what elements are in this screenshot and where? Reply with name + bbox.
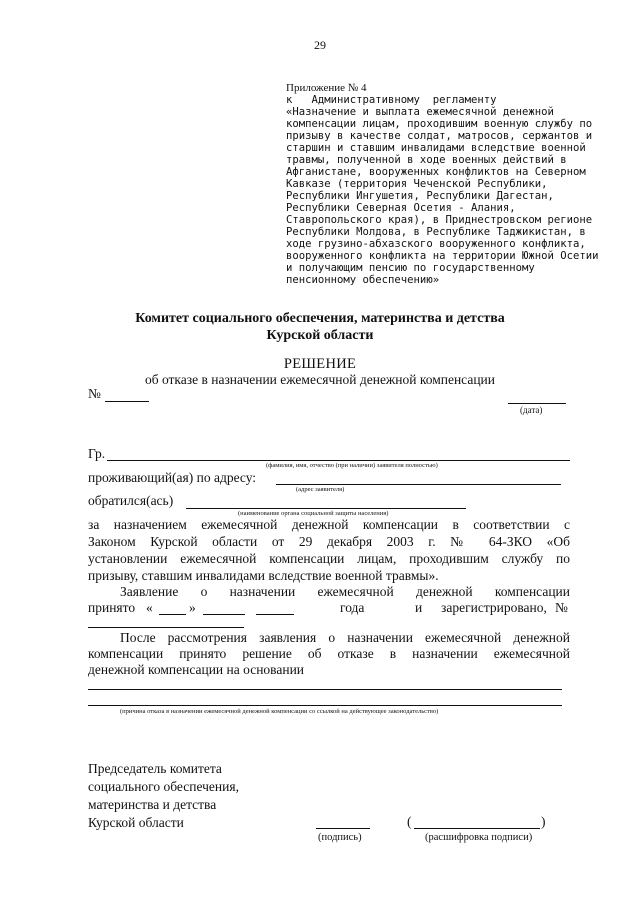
signature-caption: (подпись) [318, 832, 362, 843]
refusal-reason-caption: (причина отказа в назначении ежемесячной денежной компенсации со ссылкой на действующее законодательство) [120, 708, 439, 715]
citizen-name-caption: (фамилия, имя, отчество (при наличии) заявителя полностью) [266, 462, 438, 469]
address-field[interactable] [276, 484, 561, 485]
registration-number-field[interactable] [88, 627, 244, 628]
social-protection-body-field[interactable] [186, 508, 466, 509]
annex-regulation-text: к Административному регламенту «Назначение и выплата ежемесячной денежной компенсации лицам, проходившим военную службу по призыву в качестве солдат, матросов, сержантов и старшин и ставшим инвалидами вследствие военной травмы, полученной в ходе военных действий в Афганистане, вооруженных конфликтов на Северном Кавказе (территория Чеченской Республики, Республики Ингушетия, Республики Дагестан, Республики Северная Осетия - Алания, Ставропольского края), в Приднестровском регионе Республики Молдова, в Республике Таджикистан, в ходе грузино-абхазского вооруженного конфликта, вооруженного конфликта на территории Южной Осетии и получающим пенсию по государственному пенсионному обеспечению» [286, 94, 599, 286]
refusal-reason-field-2[interactable] [88, 705, 562, 706]
address-caption: (адрес заявителя) [296, 486, 345, 493]
registered-label: зарегистрировано, [441, 600, 547, 615]
signatory-position-line-4: Курской области [88, 815, 184, 830]
year-label: года [340, 600, 365, 615]
accepted-label: принято [88, 600, 136, 615]
accepted-year-field[interactable] [256, 614, 294, 615]
application-line: Заявление о назначении ежемесячной денежной компенсации [120, 584, 570, 599]
signature-transcript-caption: (расшифровка подписи) [425, 832, 533, 843]
decision-date-caption: (дата) [520, 405, 543, 415]
decision-number-label: № [88, 386, 101, 401]
decision-subtitle: об отказе в назначении ежемесячной денежной компенсации [144, 372, 496, 387]
page-number: 29 [314, 38, 326, 52]
and-label: и [415, 600, 423, 615]
accepted-day-field[interactable] [159, 614, 186, 615]
purpose-line-1: за назначением ежемесячной денежной компенсации в соответствии с [88, 517, 570, 532]
social-protection-body-caption: (наименование органа социальной защиты населения) [238, 510, 389, 517]
registration-number-label: № [555, 600, 568, 615]
purpose-line-4: призыву, ставшим инвалидами вследствие военной травмы». [88, 568, 439, 583]
purpose-line-3: установлении ежемесячной компенсации лицам, проходившим службу по [88, 551, 570, 566]
signatory-position-line-1: Председатель комитета [88, 761, 222, 776]
review-line-2: компенсации принято решение об отказе в назначении ежемесячной [88, 646, 570, 661]
signatory-position-line-3: материнства и детства [88, 797, 217, 812]
signatory-position-line-2: социального обеспечения, [88, 779, 239, 794]
committee-name: Комитет социального обеспечения, материнства и детства Курской области [135, 311, 505, 343]
accepted-month-field[interactable] [203, 614, 245, 615]
date-quote-open: « [146, 600, 153, 615]
purpose-line-2: Законом Курской области от 29 декабря 2003 г. № 64-ЗКО «Об [88, 534, 570, 549]
date-quote-close: » [189, 600, 196, 615]
signature-transcript-field[interactable] [414, 828, 540, 829]
address-label: проживающий(ая) по адресу: [88, 470, 257, 485]
citizen-label: Гр. [88, 446, 106, 461]
decision-date-field[interactable] [508, 403, 566, 404]
decision-title: РЕШЕНИЕ [283, 356, 357, 372]
citizen-name-field[interactable] [107, 460, 570, 461]
transcript-paren-open: ( [407, 814, 412, 829]
annex-title: Приложение № 4 [286, 82, 367, 94]
signature-field[interactable] [316, 828, 370, 829]
transcript-paren-close: ) [541, 814, 546, 829]
decision-number-field[interactable] [105, 401, 149, 402]
review-line-3: денежной компенсации на основании [88, 662, 305, 677]
refusal-reason-field-1[interactable] [88, 689, 562, 690]
review-line-1: После рассмотрения заявления о назначении ежемесячной денежной [120, 630, 570, 645]
applied-label: обратился(ась) [88, 493, 174, 508]
